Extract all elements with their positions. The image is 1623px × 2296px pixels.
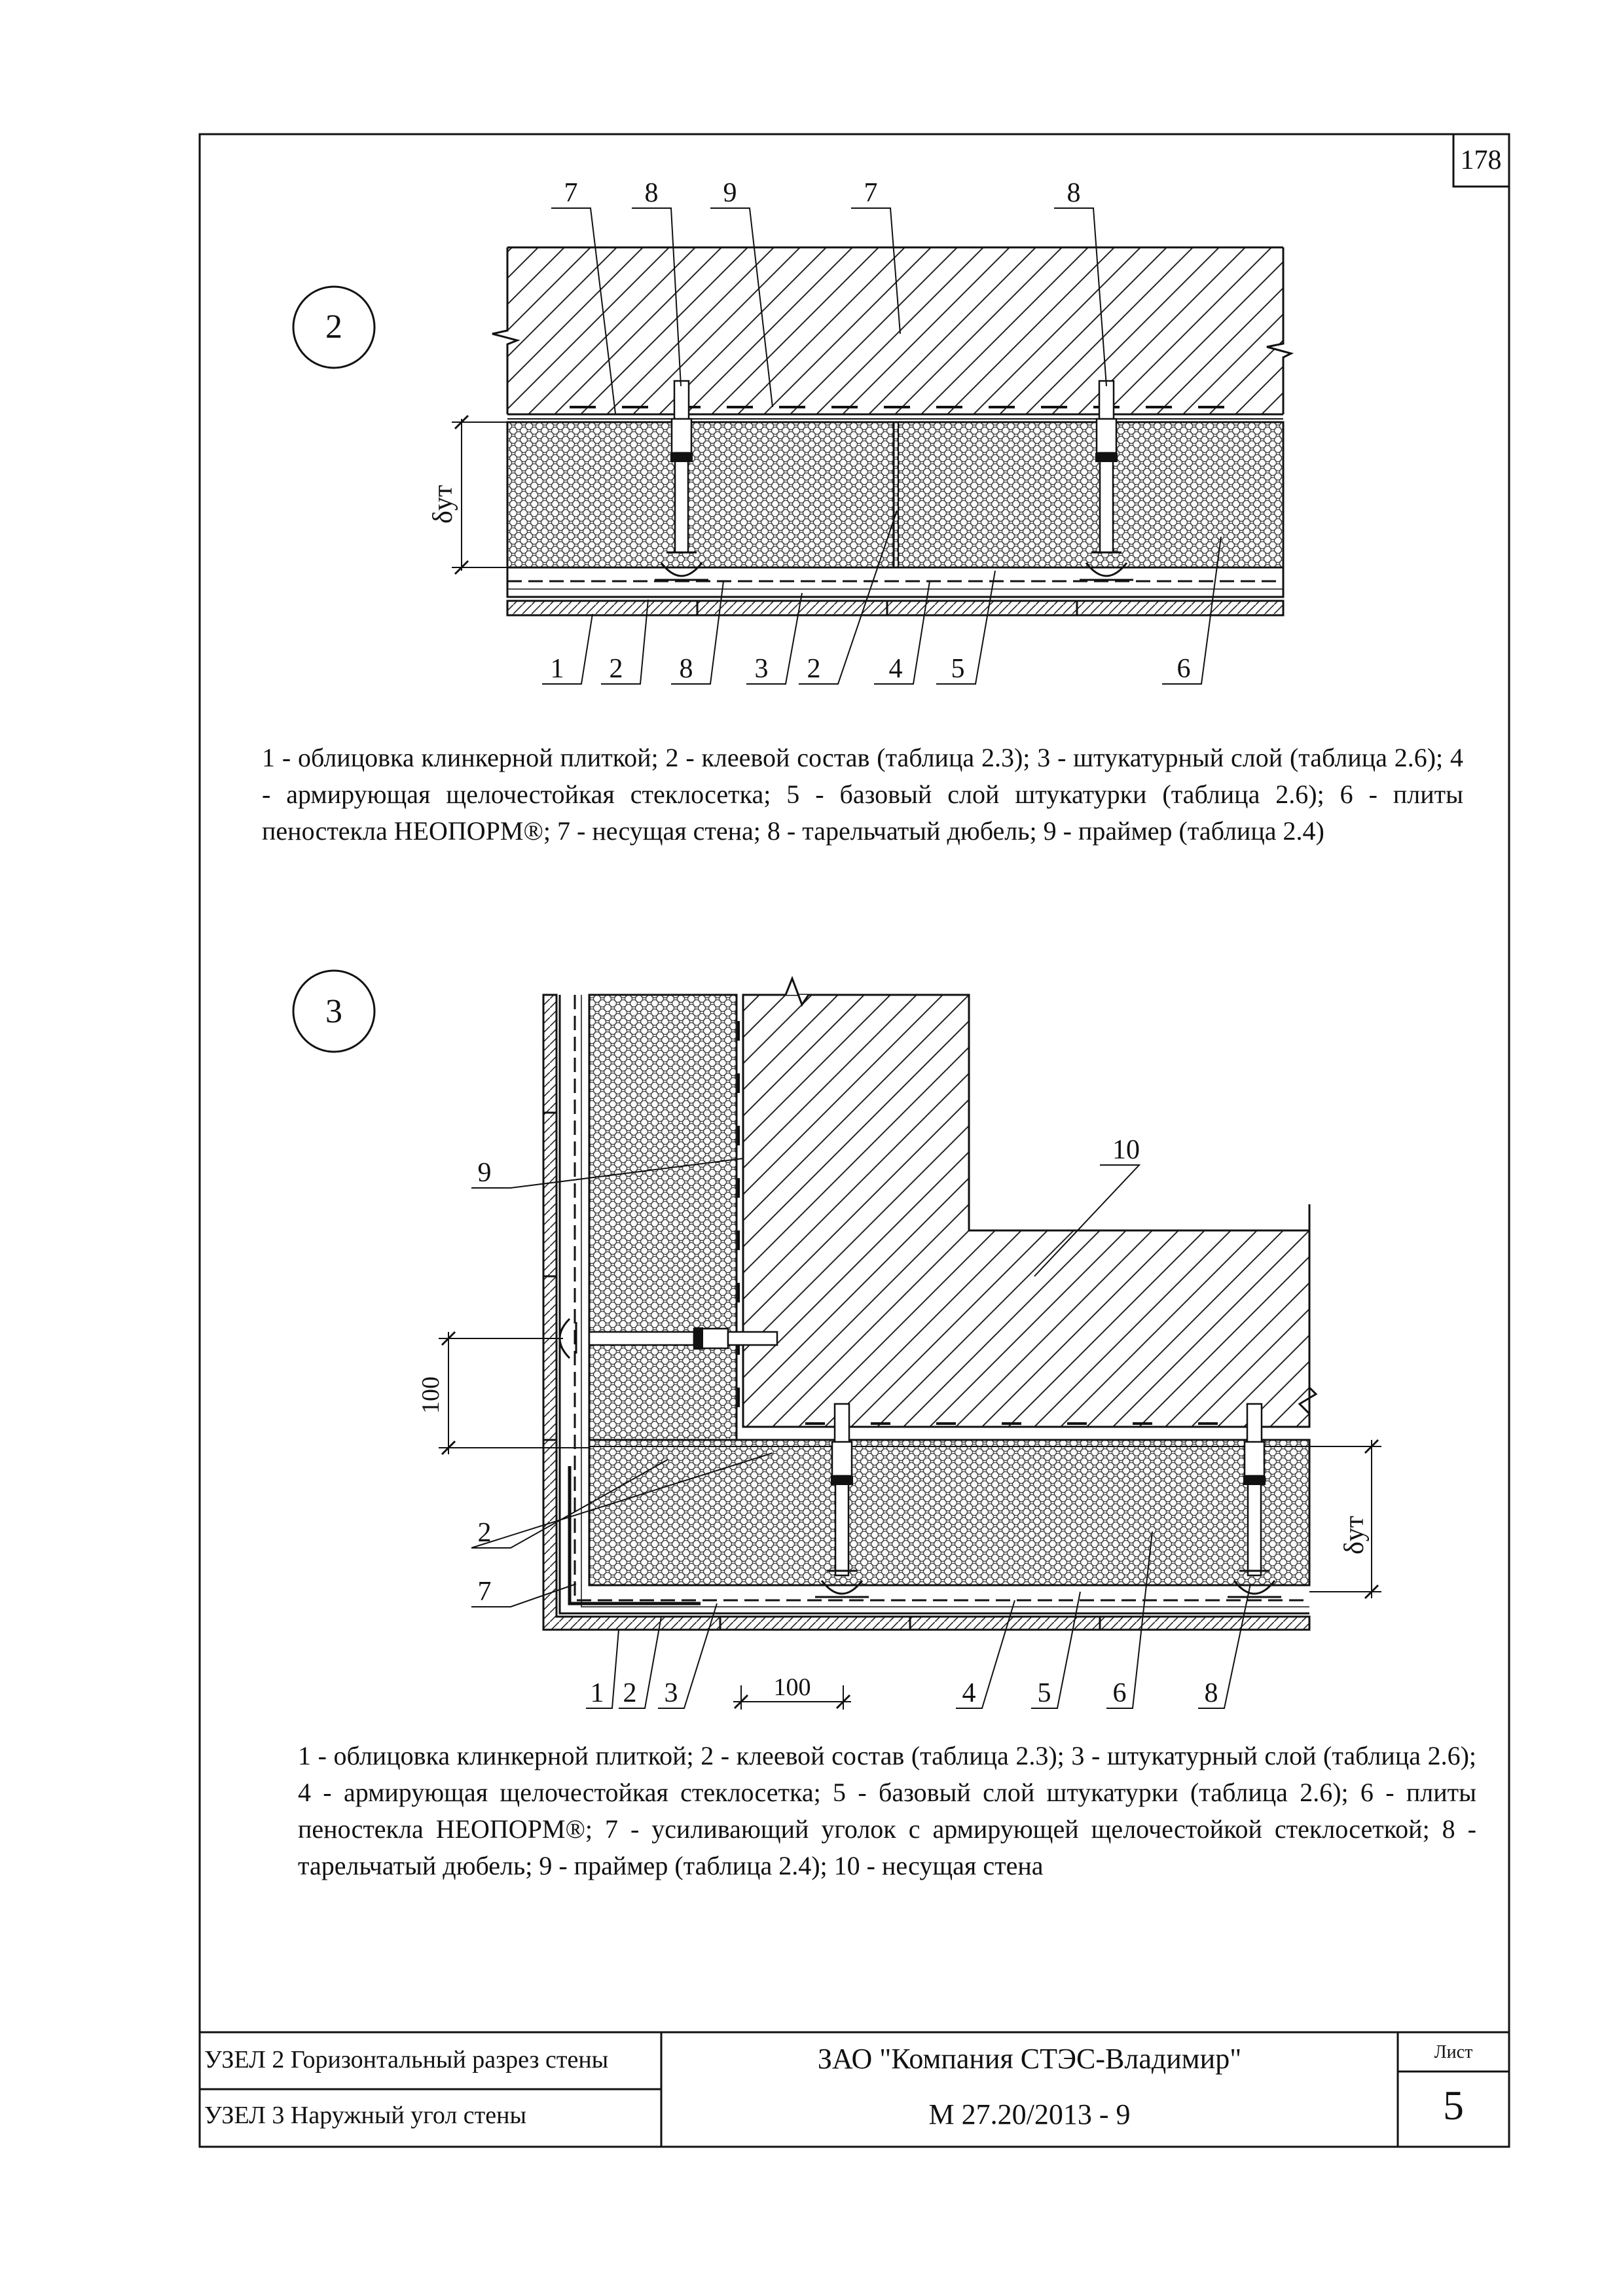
node2-drawing (293, 178, 1291, 684)
node3-bottom-label-1: 1 (590, 1678, 604, 1708)
node3-thickness-label: δут (1340, 1515, 1370, 1554)
node3-label-10: 10 (1112, 1135, 1140, 1165)
node3-dimension-left (439, 1332, 589, 1454)
node2-top-label-3: 9 (723, 178, 737, 208)
node3-bottom-label-4: 4 (962, 1678, 976, 1708)
sheet-number-top: 178 (1460, 145, 1502, 175)
node3-label-9: 9 (477, 1158, 492, 1188)
node3-label-2: 2 (477, 1518, 492, 1548)
node2-thickness-dimension (452, 416, 507, 574)
node2-top-label-1: 7 (564, 178, 578, 208)
node3-bottom-label-6: 6 (1112, 1678, 1127, 1708)
node2-bottom-label-6: 4 (888, 654, 903, 684)
node2-circle-label: 2 (325, 308, 342, 346)
node3-dim-bottom-label: 100 (773, 1674, 811, 1701)
node2-insulation (507, 422, 1283, 567)
node2-bottom-label-4: 3 (754, 654, 769, 684)
node2-bottom-label-3: 8 (679, 654, 693, 684)
node3-label-7: 7 (477, 1577, 492, 1607)
node3-drawing (293, 971, 1381, 1710)
node2-bottom-label-2: 2 (609, 654, 623, 684)
node3-insulation-horizontal (589, 1440, 1309, 1585)
title-row-node3: УЗЕЛ 3 Наружный угол стены (204, 2102, 526, 2129)
node3-bottom-label-5: 5 (1037, 1678, 1051, 1708)
sheet-number: 5 (1443, 2082, 1464, 2128)
document-code: М 27.20/2013 - 9 (928, 2098, 1131, 2130)
node2-bottom-label-8: 6 (1176, 654, 1191, 684)
node3-legend: 1 - облицовка клинкерной плиткой; 2 - клеевой состав (таблица 2.3); 3 - штукатурный слой (таблица 2.6); 4 - армирующая щелочестойкая стеклосетка; 5 - базовый слой штукатурки (таблица 2.6); 6 - плиты пеностекла НЕОПОРМ®; 7 - усиливающий уголок с армирующей щелочестойкой стеклосеткой; 8 - тарельчатый дюбель; 9 - праймер (таблица 2.4); 10 - несущая стена (298, 1741, 1476, 1880)
node3-bottom-label-2: 2 (623, 1678, 637, 1708)
title-row-node2: УЗЕЛ 2 Горизонтальный разрез стены (204, 2046, 609, 2073)
node3-circle-label: 3 (325, 993, 342, 1030)
node3-bottom-label-3: 3 (664, 1678, 678, 1708)
node3-insulation-vertical (589, 995, 737, 1440)
company-name: ЗАО "Компания СТЭС-Владимир" (817, 2043, 1242, 2075)
node2-bottom-label-7: 5 (951, 654, 965, 684)
node2-top-label-5: 8 (1067, 178, 1081, 208)
node2-thickness-label: δут (428, 484, 458, 524)
node2-top-label-2: 8 (644, 178, 659, 208)
node2-bottom-label-1: 1 (550, 654, 564, 684)
node3-bottom-label-8: 8 (1204, 1678, 1218, 1708)
node3-dim-left-label: 100 (417, 1376, 445, 1414)
node2-top-label-4: 7 (864, 178, 878, 208)
sheet-label: Лист (1434, 2042, 1473, 2062)
node2-bottom-label-5: 2 (807, 654, 821, 684)
node2-tile-cladding (507, 601, 1283, 615)
node2-legend: 1 - облицовка клинкерной плиткой; 2 - клеевой состав (таблица 2.3); 3 - штукатурный слой (таблица 2.6); 4 - армирующая щелочестойкая стеклосетка; 5 - базовый слой штукатурки (таблица 2.6); 6 - плиты пеностекла НЕОПОРМ®; 7 - несущая стена; 8 - тарельчатый дюбель; 9 - праймер (таблица 2.4) (262, 743, 1463, 846)
